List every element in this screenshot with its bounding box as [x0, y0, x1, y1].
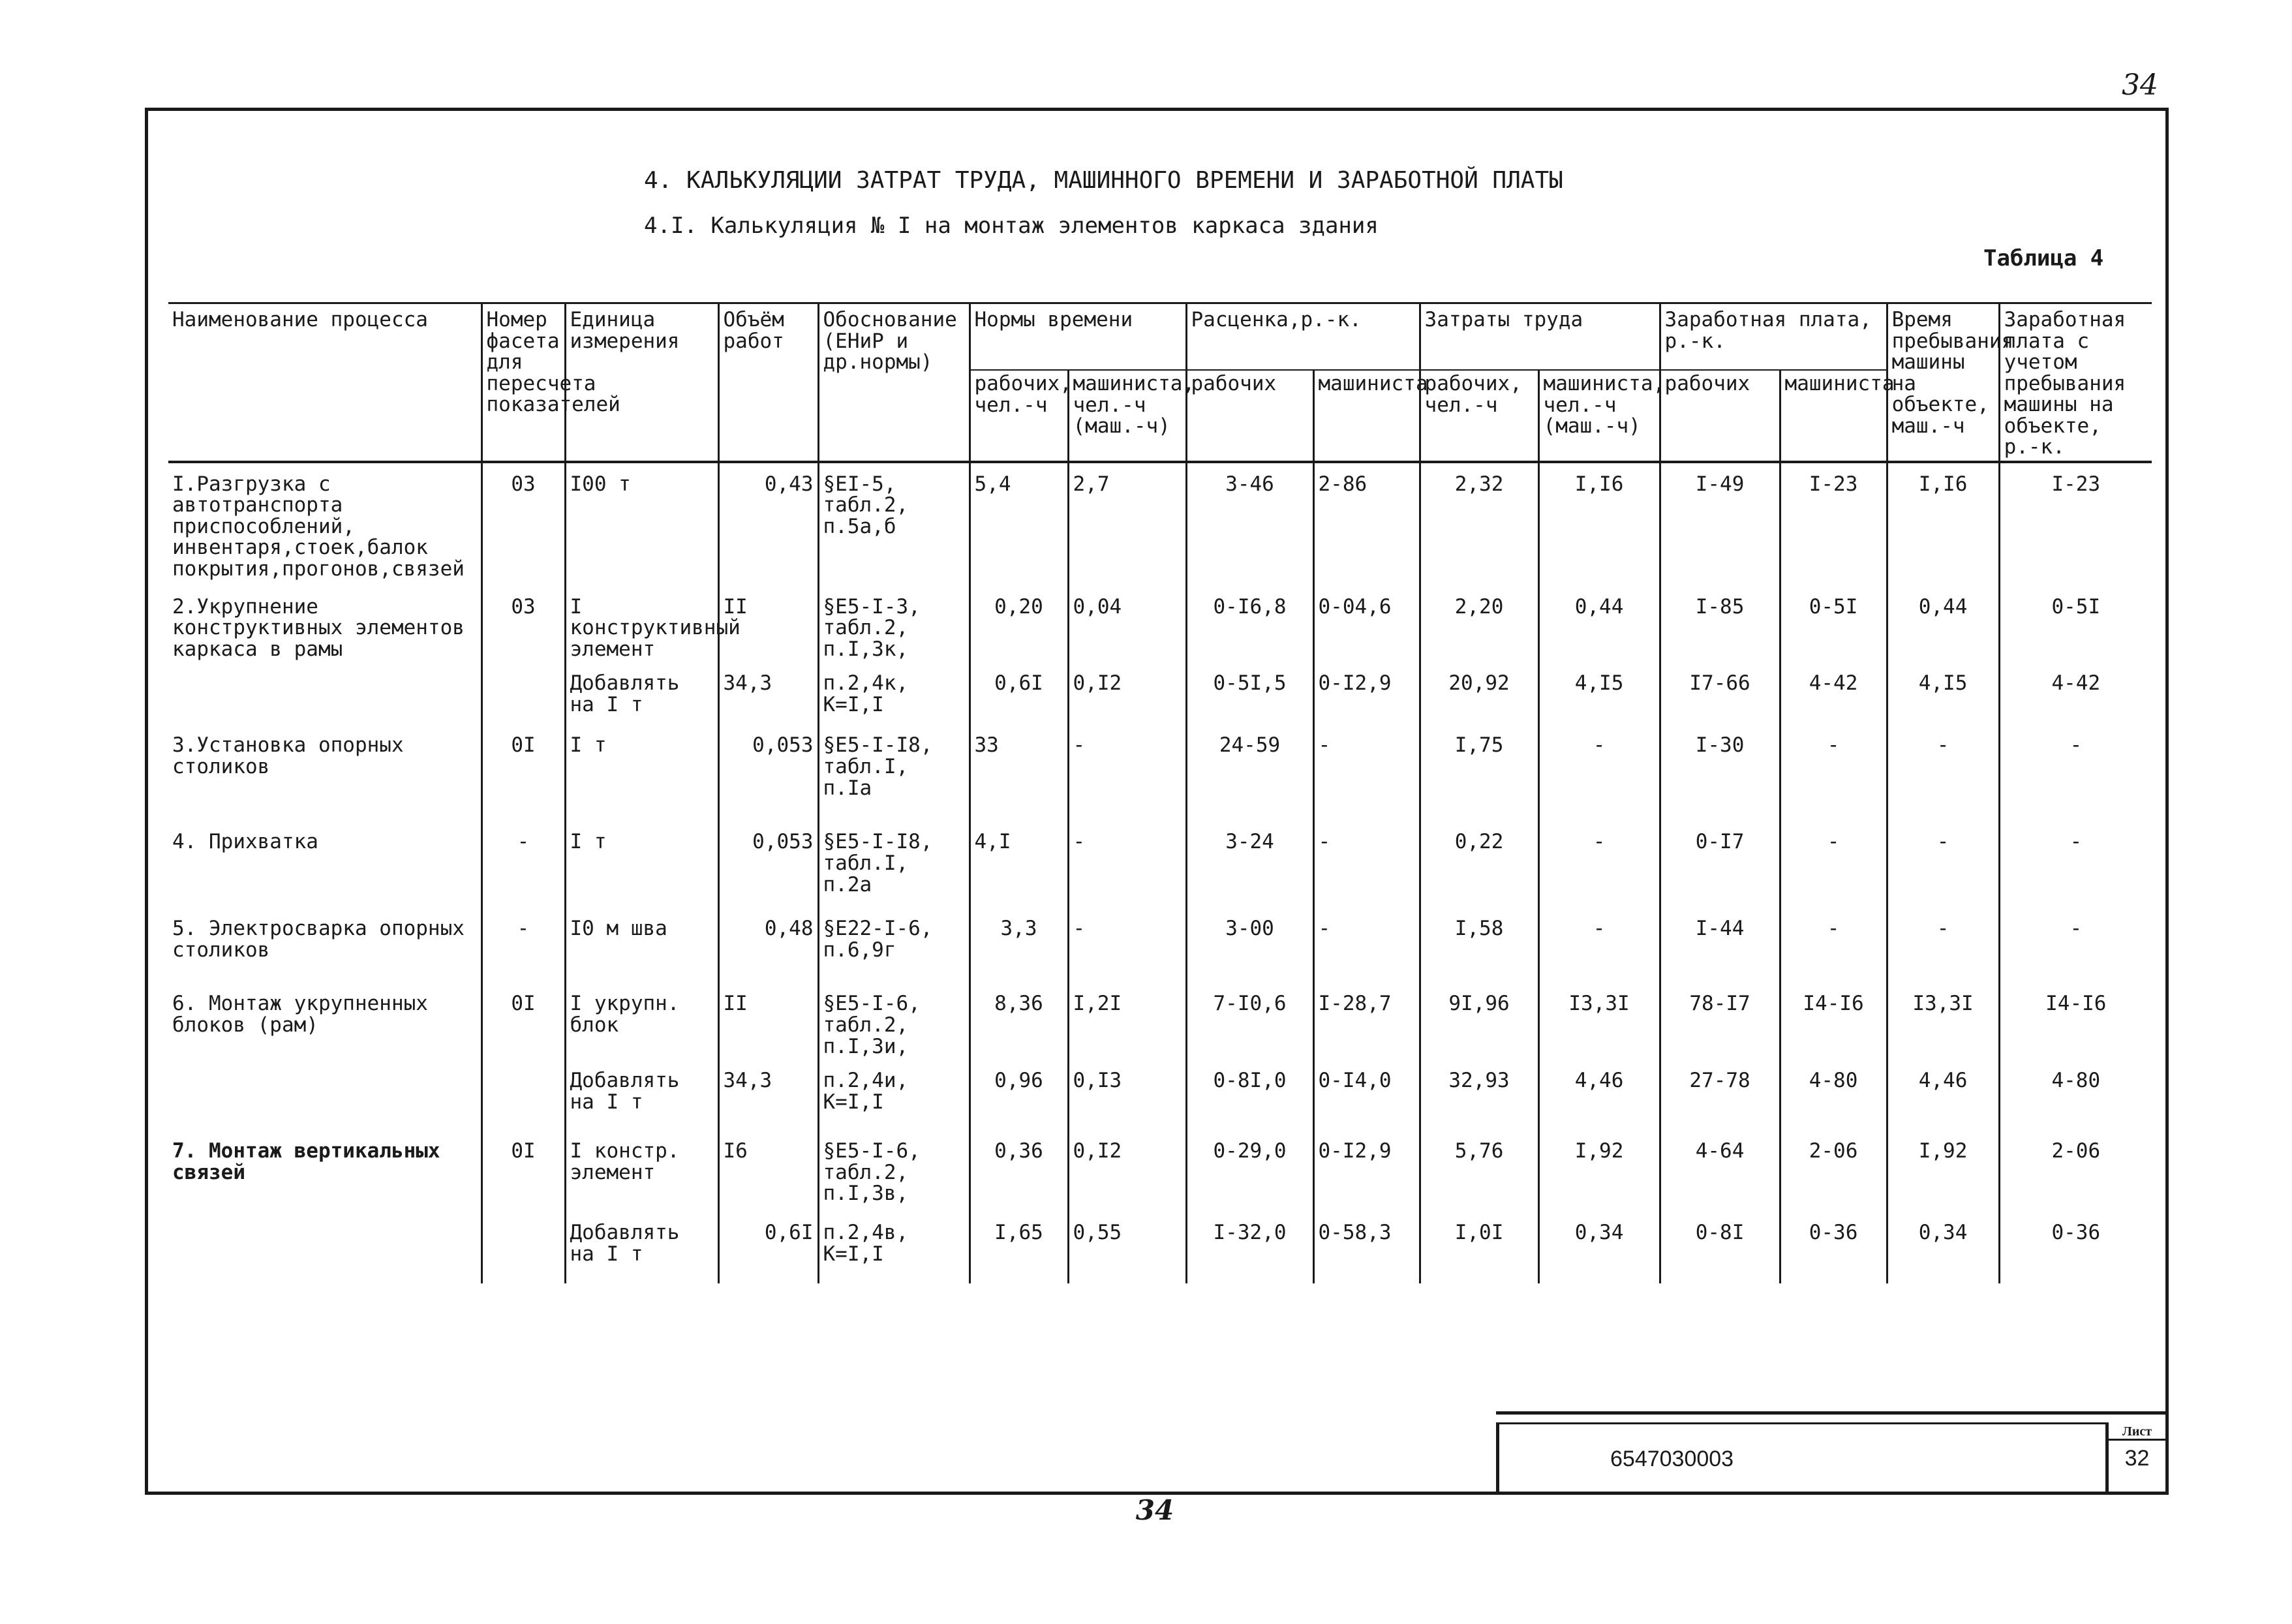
table-row: [168, 586, 2152, 663]
cell-machine-time: I,I6: [1887, 462, 1999, 586]
cell-rates-machinists: 2-86: [1313, 462, 1420, 586]
cell-unit: I т: [565, 724, 718, 821]
header-unit: Единица измерения: [565, 303, 718, 462]
cell-norms-workers: 0,96: [970, 1060, 1068, 1130]
cell-norms-machinists: 0,I2: [1068, 662, 1186, 724]
cell-facet: -: [481, 908, 565, 983]
header-volume: Объём работ: [718, 303, 818, 462]
cell-wages-workers: I-30: [1660, 724, 1780, 821]
cell-rates-machinists: -: [1313, 724, 1420, 821]
cell-wages-workers: 0-I7: [1660, 821, 1780, 908]
header-norms-workers: рабочих, чел.-ч: [970, 370, 1068, 461]
cell-unit: Добавлять на I т: [565, 1060, 718, 1130]
cell-norms-machinists: 2,7: [1068, 462, 1186, 586]
header-norms: Нормы времени: [970, 303, 1186, 371]
cell-norms-workers: 0,20: [970, 586, 1068, 663]
cell-wages-with-machine: -: [1999, 724, 2152, 821]
cell-norms-machinists: -: [1068, 724, 1186, 821]
cell-wages-workers: I-49: [1660, 462, 1780, 586]
page-bottom-number: 34: [1135, 1494, 1174, 1526]
cell-facet: [481, 662, 565, 724]
sheet-box: [2105, 1422, 2165, 1495]
cell-basis: §E5-I-I8, табл.I, п.2а: [818, 821, 970, 908]
cell-labor-workers: I,0I: [1420, 1212, 1538, 1283]
cell-labor-workers: 20,92: [1420, 662, 1538, 724]
sheet-label: Лист: [2109, 1422, 2165, 1441]
cell-norms-machinists: 0,04: [1068, 586, 1186, 663]
cell-wages-workers: 27-78: [1660, 1060, 1780, 1130]
cell-facet: 0I: [481, 724, 565, 821]
calculation-table: [168, 302, 2152, 1283]
cell-facet: 0I: [481, 1130, 565, 1212]
cell-facet: [481, 1212, 565, 1283]
cell-basis: §EI-5, табл.2, п.5а,б: [818, 462, 970, 586]
cell-norms-workers: 8,36: [970, 983, 1068, 1060]
cell-name: 2.Укрупнение конструктивных элементов каркаса в рамы: [172, 594, 465, 661]
cell-volume: I6: [718, 1130, 818, 1212]
cell-name: [168, 662, 481, 724]
cell-labor-machinists: -: [1538, 724, 1660, 821]
cell-machine-time: I3,3I: [1887, 983, 1999, 1060]
cell-rates-workers: I-32,0: [1186, 1212, 1313, 1283]
cell-volume: 34,3: [718, 1060, 818, 1130]
cell-volume: 0,43: [718, 462, 818, 586]
table-label: Таблица 4: [1983, 245, 2104, 271]
header-rates-machinists: машиниста: [1313, 370, 1420, 461]
header-row-main: [168, 303, 2152, 371]
cell-rates-workers: 24-59: [1186, 724, 1313, 821]
cell-wages-machinists: 0-36: [1780, 1212, 1887, 1283]
cell-rates-workers: 3-46: [1186, 462, 1313, 586]
cell-wages-machinists: 0-5I: [1780, 586, 1887, 663]
cell-facet: 0I: [481, 983, 565, 1060]
cell-rates-machinists: 0-58,3: [1313, 1212, 1420, 1283]
cell-wages-machinists: 4-42: [1780, 662, 1887, 724]
header-rates: Расценка,р.-к.: [1186, 303, 1420, 371]
cell-labor-workers: 2,20: [1420, 586, 1538, 663]
cell-wages-workers: I-85: [1660, 586, 1780, 663]
header-norms-machinists: машинистa, чел.-ч (маш.-ч): [1068, 370, 1186, 461]
cell-unit: Добавлять на I т: [565, 662, 718, 724]
cell-norms-workers: 3,3: [970, 908, 1068, 983]
cell-machine-time: -: [1887, 821, 1999, 908]
cell-machine-time: 0,44: [1887, 586, 1999, 663]
title-block-stamp: [1496, 1411, 2169, 1495]
table-row: [168, 724, 2152, 821]
table-row: [168, 983, 2152, 1060]
sheet-number: 32: [2124, 1446, 2150, 1471]
section-heading: 4. КАЛЬКУЛЯЦИИ ЗАТРАТ ТРУДА, МАШИННОГО ВРЕМЕНИ И ЗАРАБОТНОЙ ПЛАТЫ: [644, 167, 1563, 194]
cell-name: [168, 1212, 481, 1283]
cell-labor-machinists: I,I6: [1538, 462, 1660, 586]
cell-machine-time: 4,46: [1887, 1060, 1999, 1130]
cell-unit: I констр. элемент: [565, 1130, 718, 1212]
cell-wages-with-machine: 2-06: [1999, 1130, 2152, 1212]
cell-wages-machinists: -: [1780, 724, 1887, 821]
cell-name: [168, 1060, 481, 1130]
document-code-box: [1496, 1422, 2105, 1495]
header-basis: Обоснование (ЕНиР и др.нормы): [818, 303, 970, 462]
cell-labor-machinists: 4,I5: [1538, 662, 1660, 724]
cell-facet: 03: [481, 586, 565, 663]
table-row: [168, 1130, 2152, 1212]
cell-facet: 03: [481, 462, 565, 586]
cell-rates-workers: 0-5I,5: [1186, 662, 1313, 724]
cell-wages-with-machine: I-23: [1999, 462, 2152, 586]
subsection-heading: 4.I. Калькуляция № I на монтаж элементов каркаса здания: [644, 213, 1379, 239]
cell-rates-workers: 7-I0,6: [1186, 983, 1313, 1060]
cell-unit: I т: [565, 821, 718, 908]
cell-norms-machinists: 0,I3: [1068, 1060, 1186, 1130]
cell-volume: 0,6I: [718, 1212, 818, 1283]
cell-labor-machinists: 0,34: [1538, 1212, 1660, 1283]
cell-basis: п.2,4к, К=I,I: [818, 662, 970, 724]
header-wages: Заработная плата, р.-к.: [1660, 303, 1887, 371]
header-labor: Затраты труда: [1420, 303, 1660, 371]
cell-wages-machinists: 4-80: [1780, 1060, 1887, 1130]
cell-norms-machinists: 0,I2: [1068, 1130, 1186, 1212]
cell-name: I.Разгрузка с автотранспорта приспособлений, инвентаря,стоек,балок покрытия,прогонов,связей: [172, 472, 465, 581]
cell-facet: -: [481, 821, 565, 908]
cell-basis: §E5-I-6, табл.2, п.I,3в,: [818, 1130, 970, 1212]
header-wages-machinists: машиниста: [1780, 370, 1887, 461]
cell-facet: [481, 1060, 565, 1130]
table-row: [168, 821, 2152, 908]
cell-unit: Добавлять на I т: [565, 1212, 718, 1283]
cell-wages-machinists: 2-06: [1780, 1130, 1887, 1212]
cell-volume: II: [718, 983, 818, 1060]
cell-wages-with-machine: 0-36: [1999, 1212, 2152, 1283]
table-row: [168, 1212, 2152, 1283]
cell-rates-workers: 3-24: [1186, 821, 1313, 908]
cell-basis: §E5-I-I8, табл.I, п.Iа: [818, 724, 970, 821]
cell-wages-workers: 4-64: [1660, 1130, 1780, 1212]
cell-norms-workers: 0,6I: [970, 662, 1068, 724]
cell-wages-with-machine: I4-I6: [1999, 983, 2152, 1060]
cell-machine-time: -: [1887, 724, 1999, 821]
header-rates-workers: рабочих: [1186, 370, 1313, 461]
cell-norms-machinists: -: [1068, 908, 1186, 983]
cell-machine-time: I,92: [1887, 1130, 1999, 1212]
cell-norms-workers: 33: [970, 724, 1068, 821]
header-machine-time: Время пребывания машины на объекте, маш.-ч: [1887, 303, 1999, 462]
cell-name: 7. Монтаж вертикальных связей: [172, 1139, 440, 1184]
table-row: [168, 662, 2152, 724]
cell-name: 6. Монтаж укрупненных блоков (рам): [172, 992, 428, 1037]
cell-wages-with-machine: -: [1999, 908, 2152, 983]
table-row: [168, 908, 2152, 983]
cell-basis: §E5-I-6, табл.2, п.I,3и,: [818, 983, 970, 1060]
cell-basis: §E22-I-6, п.6,9г: [818, 908, 970, 983]
cell-rates-machinists: 0-I2,9: [1313, 1130, 1420, 1212]
cell-norms-workers: 4,I: [970, 821, 1068, 908]
cell-rates-machinists: 0-I2,9: [1313, 662, 1420, 724]
cell-basis: §E5-I-3, табл.2, п.I,3к,: [818, 586, 970, 663]
cell-unit: I00 т: [565, 462, 718, 586]
cell-rates-machinists: 0-04,6: [1313, 586, 1420, 663]
cell-machine-time: -: [1887, 908, 1999, 983]
cell-unit: I укрупн. блок: [565, 983, 718, 1060]
cell-wages-with-machine: 0-5I: [1999, 586, 2152, 663]
header-name: Наименование процесса: [168, 303, 481, 462]
cell-machine-time: 4,I5: [1887, 662, 1999, 724]
cell-basis: п.2,4и, К=I,I: [818, 1060, 970, 1130]
cell-rates-machinists: 0-I4,0: [1313, 1060, 1420, 1130]
cell-wages-workers: I7-66: [1660, 662, 1780, 724]
cell-norms-workers: 0,36: [970, 1130, 1068, 1212]
cell-wages-workers: 0-8I: [1660, 1212, 1780, 1283]
cell-unit: I0 м шва: [565, 908, 718, 983]
cell-volume: 0,48: [718, 908, 818, 983]
cell-name: 3.Установка опорных столиков: [172, 733, 404, 779]
document-code: 6547030003: [1610, 1447, 1734, 1471]
cell-labor-machinists: -: [1538, 821, 1660, 908]
table-row: [168, 462, 2152, 586]
cell-labor-machinists: I,92: [1538, 1130, 1660, 1212]
cell-wages-workers: 78-I7: [1660, 983, 1780, 1060]
table-row: [168, 1060, 2152, 1130]
cell-wages-workers: I-44: [1660, 908, 1780, 983]
cell-name: 5. Электросварка опорных столиков: [172, 917, 465, 962]
cell-labor-workers: 5,76: [1420, 1130, 1538, 1212]
header-facet: Номер фасета для пересчета показателей: [481, 303, 565, 462]
cell-rates-machinists: -: [1313, 821, 1420, 908]
cell-basis: п.2,4в, К=I,I: [818, 1212, 970, 1283]
cell-volume: II: [718, 586, 818, 663]
cell-wages-machinists: -: [1780, 821, 1887, 908]
cell-labor-machinists: -: [1538, 908, 1660, 983]
cell-labor-machinists: 0,44: [1538, 586, 1660, 663]
cell-rates-machinists: -: [1313, 908, 1420, 983]
cell-norms-workers: I,65: [970, 1212, 1068, 1283]
header-wages-with-machine: Заработная плата с учетом пребывания машины на объекте, р.-к.: [1999, 303, 2152, 462]
cell-labor-workers: 9I,96: [1420, 983, 1538, 1060]
cell-unit: I конструктивный элемент: [565, 586, 718, 663]
cell-rates-workers: 0-29,0: [1186, 1130, 1313, 1212]
cell-labor-workers: 2,32: [1420, 462, 1538, 586]
cell-wages-machinists: I4-I6: [1780, 983, 1887, 1060]
cell-labor-machinists: 4,46: [1538, 1060, 1660, 1130]
cell-labor-workers: 32,93: [1420, 1060, 1538, 1130]
cell-wages-with-machine: 4-80: [1999, 1060, 2152, 1130]
cell-norms-machinists: I,2I: [1068, 983, 1186, 1060]
cell-wages-with-machine: -: [1999, 821, 2152, 908]
cell-volume: 0,053: [718, 821, 818, 908]
cell-labor-machinists: I3,3I: [1538, 983, 1660, 1060]
header-labor-machinists: машиниста, чел.-ч (маш.-ч): [1538, 370, 1660, 461]
cell-labor-workers: 0,22: [1420, 821, 1538, 908]
cell-volume: 0,053: [718, 724, 818, 821]
cell-norms-machinists: 0,55: [1068, 1212, 1186, 1283]
cell-labor-workers: I,75: [1420, 724, 1538, 821]
cell-wages-machinists: -: [1780, 908, 1887, 983]
header-wages-workers: рабочих: [1660, 370, 1780, 461]
cell-rates-workers: 0-I6,8: [1186, 586, 1313, 663]
cell-rates-workers: 0-8I,0: [1186, 1060, 1313, 1130]
cell-norms-workers: 5,4: [970, 462, 1068, 586]
cell-wages-machinists: I-23: [1780, 462, 1887, 586]
cell-norms-machinists: -: [1068, 821, 1186, 908]
page-corner-number: 34: [2122, 69, 2158, 102]
cell-rates-workers: 3-00: [1186, 908, 1313, 983]
cell-name: 4. Прихватка: [172, 830, 318, 854]
cell-labor-workers: I,58: [1420, 908, 1538, 983]
cell-volume: 34,3: [718, 662, 818, 724]
cell-machine-time: 0,34: [1887, 1212, 1999, 1283]
cell-wages-with-machine: 4-42: [1999, 662, 2152, 724]
header-labor-workers: рабочих, чел.-ч: [1420, 370, 1538, 461]
cell-rates-machinists: I-28,7: [1313, 983, 1420, 1060]
